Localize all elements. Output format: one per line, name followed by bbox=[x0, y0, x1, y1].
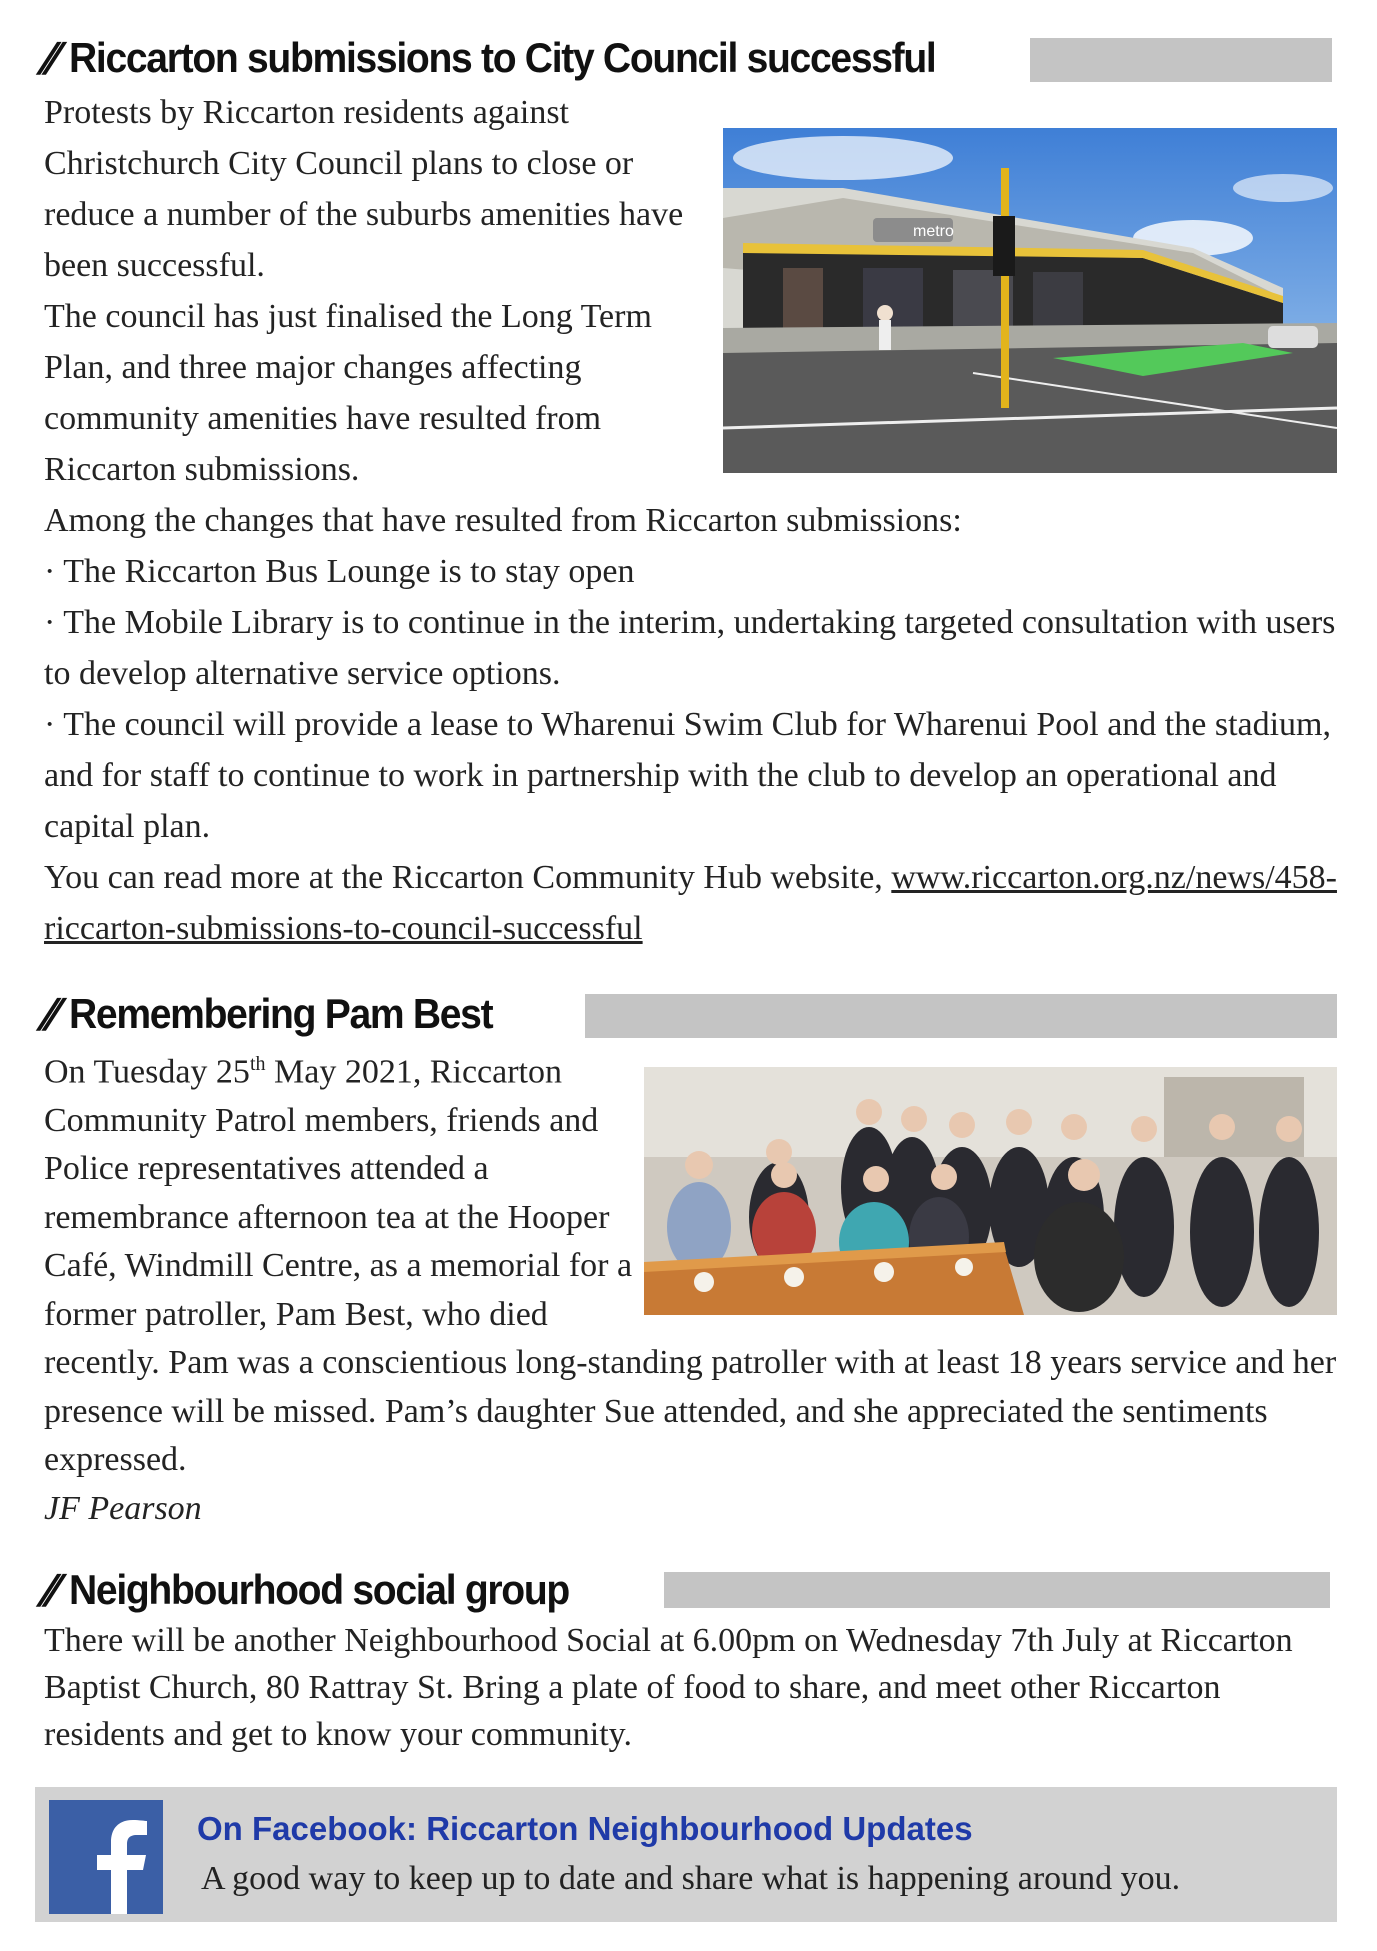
paragraph: Among the changes that have resulted from Riccarton submissions: bbox=[44, 502, 962, 539]
facebook-subtitle: A good way to keep up to date and share what is happening around you. bbox=[201, 1860, 1181, 1897]
metro-sign: metro bbox=[913, 223, 954, 240]
facebook-banner bbox=[35, 1787, 1337, 1922]
section-heading-submissions bbox=[38, 30, 1001, 86]
submissions-body bbox=[44, 87, 1344, 954]
section-title: Riccarton submissions to City Council successful bbox=[69, 34, 936, 81]
read-more-text: You can read more at the Riccarton Community Hub website, bbox=[44, 859, 892, 896]
paragraph: There will be another Neighbourhood Social at 6.00pm on Wednesday 7th July at Riccarton Baptist Church, 80 Rattray St. Bring a plate of food to share, and meet other Riccarton residents and get to know your community. bbox=[44, 1622, 1293, 1753]
section-title: Neighbourhood social group bbox=[69, 1566, 570, 1613]
section-heading-pam-best bbox=[38, 986, 524, 1042]
double-slash-icon: // bbox=[38, 35, 57, 81]
list-item: · The Mobile Library is to continue in the interim, undertaking targeted consultation with users to develop alternative service options. bbox=[44, 604, 1336, 692]
list-item: · The council will provide a lease to Wharenui Swim Club for Wharenui Pool and the stadium, and for staff to continue to work in partnership with the club to develop an operational and capital plan. bbox=[44, 706, 1332, 845]
list-item: · The Riccarton Bus Lounge is to stay open bbox=[44, 553, 635, 590]
ordinal-suffix: th bbox=[249, 1053, 266, 1075]
section-title: Remembering Pam Best bbox=[69, 990, 493, 1037]
hub-website-link[interactable]: www.riccarton.org.nz/news/458-riccarton-submissions-to-council-successful bbox=[44, 859, 1337, 947]
heading-bar bbox=[1030, 38, 1332, 82]
facebook-page-title[interactable]: On Facebook: Riccarton Neighbourhood Updates bbox=[197, 1810, 973, 1847]
photo-float-spacer bbox=[724, 87, 1344, 487]
section-heading-social-group bbox=[38, 1562, 607, 1618]
paragraph: The council has just finalised the Long Term Plan, and three major changes affecting community amenities have resulted from Riccarton submissions. bbox=[44, 298, 652, 488]
paragraph bbox=[44, 852, 1344, 954]
double-slash-icon: // bbox=[38, 1567, 57, 1613]
author-signature: JF Pearson bbox=[44, 1489, 202, 1527]
paragraph: Protests by Riccarton residents against Christchurch City Council plans to close or reduce a number of the suburbs amenities have been successful. bbox=[44, 94, 684, 284]
pam-best-body bbox=[44, 1040, 1344, 1533]
social-group-body bbox=[44, 1617, 1334, 1758]
photo-float-spacer bbox=[644, 1040, 1344, 1330]
heading-bar bbox=[664, 1572, 1330, 1608]
double-slash-icon: // bbox=[38, 991, 57, 1037]
facebook-icon[interactable] bbox=[49, 1800, 163, 1914]
paragraph: On Tuesday 25th May 2021, Riccarton Community Patrol members, friends and Police representatives attended a remembrance afternoon tea at the Hooper Café, Windmill Centre, as a memorial for a former patroller, Pam Best, who died recently. Pam was a conscientious long-standing patroller with at least 18 years service and her presence will be missed. Pam’s daughter Sue attended, and she appreciated the sentiments expressed. bbox=[44, 1040, 1344, 1485]
heading-bar bbox=[585, 994, 1337, 1038]
